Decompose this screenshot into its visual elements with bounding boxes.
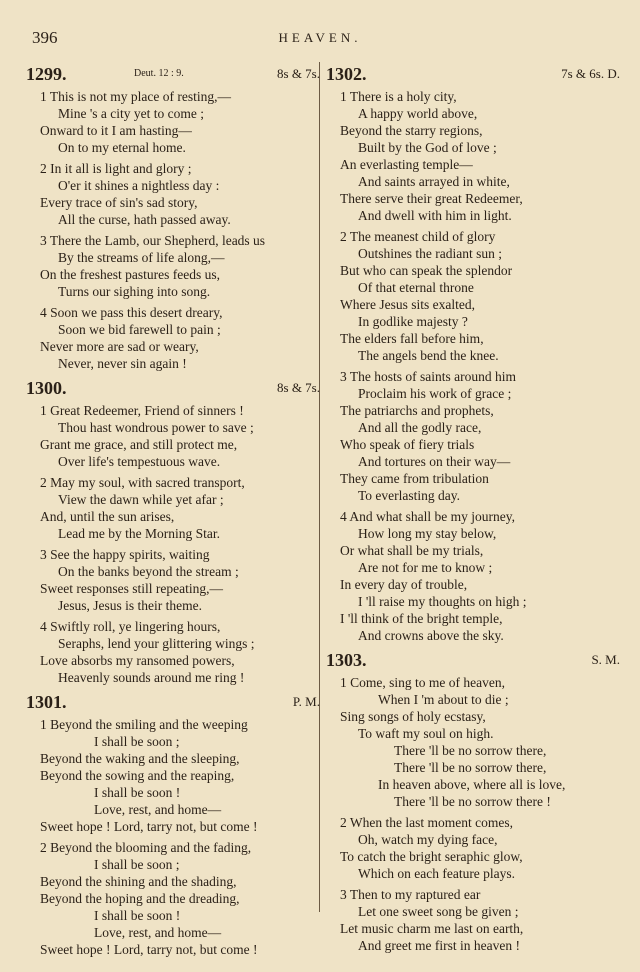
scripture-reference: Deut. 12 : 9. (134, 68, 184, 79)
verse-line: In godlike majesty ? (358, 314, 468, 329)
verse-line: Where Jesus sits exalted, (340, 297, 475, 312)
stanza (24, 618, 320, 686)
hymn-0 (24, 64, 320, 372)
verse-line: Beyond the starry regions, (340, 123, 483, 138)
verse-line: 3 The hosts of saints around him (340, 369, 516, 384)
verse-line: And tortures on their way— (358, 454, 511, 469)
hymn-number: 1299. (26, 64, 67, 84)
hymn-meter: P. M. (292, 694, 320, 709)
stanza (324, 508, 620, 644)
verse-line: O'er it shines a nightless day : (58, 178, 220, 193)
verse-line: I shall be soon ! (94, 785, 181, 800)
verse-line: 1 This is not my place of resting,— (40, 89, 231, 104)
left-column (24, 64, 320, 964)
verse-line: Jesus, Jesus is their theme. (58, 598, 202, 613)
verse-line: And dwell with him in light. (358, 208, 512, 223)
verse-line: On the banks beyond the stream ; (58, 564, 239, 579)
verse-line: There 'll be no sorrow there, (394, 743, 547, 758)
verse-line: 2 The meanest child of glory (340, 229, 496, 244)
verse-line: There serve their great Redeemer, (340, 191, 523, 206)
verse-line: 2 In it all is light and glory ; (40, 161, 192, 176)
verse-line: By the streams of life along,— (58, 250, 225, 265)
verse-line: Over life's tempestuous wave. (58, 454, 221, 469)
verse-line: Who speak of fiery trials (340, 437, 475, 452)
verse-line: Love, rest, and home— (94, 802, 222, 817)
verse-line: 2 May my soul, with sacred transport, (40, 475, 245, 490)
verse-line: Of that eternal throne (358, 280, 474, 295)
verse-line: Beyond the sowing and the reaping, (40, 768, 235, 783)
stanza (24, 88, 320, 156)
verse-line: To everlasting day. (358, 488, 461, 503)
verse-line: An everlasting temple— (340, 157, 473, 172)
verse-line: Turns our sighing into song. (58, 284, 211, 299)
stanza (24, 402, 320, 470)
stanza (324, 674, 620, 810)
verse-line: 3 There the Lamb, our Shepherd, leads us (40, 233, 266, 248)
verse-line: 1 There is a holy city, (340, 89, 457, 104)
verse-line: In heaven above, where all is love, (378, 777, 566, 792)
hymn-1 (24, 378, 320, 686)
hymn-heading (24, 692, 320, 716)
verse-line: But who can speak the splendor (340, 263, 513, 278)
hymn-meter: 8s & 7s. (277, 66, 320, 81)
verse-line: 4 Swiftly roll, ye lingering hours, (40, 619, 221, 634)
verse-line: Never, never sin again ! (58, 356, 187, 371)
hymn-4 (324, 650, 620, 954)
hymn-number: 1303. (326, 650, 367, 670)
hymn-number: 1301. (26, 692, 67, 712)
verse-line: Outshines the radiant sun ; (358, 246, 502, 261)
stanza (24, 304, 320, 372)
verse-line: There 'll be no sorrow there ! (394, 794, 551, 809)
hymn-heading (24, 64, 320, 88)
verse-line: Love absorbs my ransomed powers, (40, 653, 235, 668)
verse-line: They came from tribulation (340, 471, 489, 486)
stanza (24, 546, 320, 614)
hymn-heading (24, 378, 320, 402)
verse-line: There 'll be no sorrow there, (394, 760, 547, 775)
verse-line: Are not for me to know ; (358, 560, 493, 575)
verse-line: How long my stay below, (358, 526, 497, 541)
hymn-meter: 7s & 6s. D. (561, 66, 620, 81)
verse-line: Beyond the hoping and the dreading, (40, 891, 240, 906)
verse-line: Love, rest, and home— (94, 925, 222, 940)
verse-line: Let one sweet song be given ; (358, 904, 519, 919)
hymn-heading (324, 650, 620, 674)
verse-line: Never more are sad or weary, (40, 339, 199, 354)
verse-line: Sweet hope ! Lord, tarry not, but come ! (40, 942, 258, 957)
verse-line: 1 Great Redeemer, Friend of sinners ! (40, 403, 244, 418)
stanza (24, 232, 320, 300)
verse-line: I shall be soon ! (94, 908, 181, 923)
verse-line: Seraphs, lend your glittering wings ; (58, 636, 255, 651)
verse-line: Sweet hope ! Lord, tarry not, but come ! (40, 819, 258, 834)
verse-line: And greet me first in heaven ! (358, 938, 520, 953)
stanza (24, 839, 320, 958)
verse-line: Sweet responses still repeating,— (40, 581, 223, 596)
verse-line: Lead me by the Morning Star. (58, 526, 220, 541)
verse-line: Or what shall be my trials, (340, 543, 484, 558)
verse-line: 4 And what shall be my journey, (340, 509, 515, 524)
hymn-meter: 8s & 7s. (277, 380, 320, 395)
verse-line: Proclaim his work of grace ; (358, 386, 512, 401)
hymn-number: 1300. (26, 378, 67, 398)
verse-line: And crowns above the sky. (358, 628, 504, 643)
verse-line: Onward to it I am hasting— (40, 123, 192, 138)
right-column (324, 64, 620, 960)
page-number: 396 (32, 28, 58, 47)
verse-line: 2 When the last moment comes, (340, 815, 513, 830)
verse-line: On the freshest pastures feeds us, (40, 267, 220, 282)
stanza (324, 886, 620, 954)
stanza (324, 228, 620, 364)
verse-line: A happy world above, (358, 106, 478, 121)
verse-line: Grant me grace, and still protect me, (40, 437, 238, 452)
verse-line: Sing songs of holy ecstasy, (340, 709, 486, 724)
verse-line: In every day of trouble, (340, 577, 468, 592)
verse-line: Thou hast wondrous power to save ; (58, 420, 254, 435)
verse-line: I 'll think of the bright temple, (340, 611, 503, 626)
verse-line: And all the godly race, (358, 420, 482, 435)
verse-line: I shall be soon ; (94, 857, 180, 872)
verse-line: 3 See the happy spirits, waiting (40, 547, 210, 562)
verse-line: Built by the God of love ; (358, 140, 497, 155)
hymn-2 (24, 692, 320, 958)
verse-line: Heavenly sounds around me ring ! (58, 670, 245, 685)
verse-line: When I 'm about to die ; (378, 692, 509, 707)
verse-line: 1 Beyond the smiling and the weeping (40, 717, 248, 732)
verse-line: I shall be soon ; (94, 734, 180, 749)
verse-line: On to my eternal home. (58, 140, 186, 155)
verse-line: And saints arrayed in white, (358, 174, 510, 189)
verse-line: All the curse, hath passed away. (58, 212, 231, 227)
verse-line: 3 Then to my raptured ear (340, 887, 481, 902)
verse-line: 1 Come, sing to me of heaven, (340, 675, 505, 690)
verse-line: Which on each feature plays. (358, 866, 516, 881)
page-header (0, 26, 640, 50)
verse-line: The elders fall before him, (340, 331, 484, 346)
verse-line: Beyond the waking and the sleeping, (40, 751, 240, 766)
stanza (324, 88, 620, 224)
verse-line: Let music charm me last on earth, (340, 921, 524, 936)
verse-line: Every trace of sin's sad story, (40, 195, 198, 210)
verse-line: The patriarchs and prophets, (340, 403, 494, 418)
verse-line: And, until the sun arises, (40, 509, 175, 524)
hymn-number: 1302. (326, 64, 367, 84)
stanza (24, 474, 320, 542)
verse-line: 4 Soon we pass this desert dreary, (40, 305, 223, 320)
stanza (24, 716, 320, 835)
verse-line: I 'll raise my thoughts on high ; (358, 594, 527, 609)
verse-line: 2 Beyond the blooming and the fading, (40, 840, 252, 855)
verse-line: To waft my soul on high. (358, 726, 494, 741)
hymn-3 (324, 64, 620, 644)
verse-line: Oh, watch my dying face, (358, 832, 498, 847)
verse-line: View the dawn while yet afar ; (58, 492, 224, 507)
verse-line: Beyond the shining and the shading, (40, 874, 237, 889)
stanza (24, 160, 320, 228)
stanza (324, 368, 620, 504)
verse-line: The angels bend the knee. (358, 348, 499, 363)
verse-line: To catch the bright seraphic glow, (340, 849, 523, 864)
verse-line: Mine 's a city yet to come ; (58, 106, 205, 121)
hymn-heading (324, 64, 620, 88)
hymn-meter: S. M. (591, 652, 620, 667)
verse-line: Soon we bid farewell to pain ; (58, 322, 221, 337)
running-title: HEAVEN. (278, 30, 362, 45)
stanza (324, 814, 620, 882)
